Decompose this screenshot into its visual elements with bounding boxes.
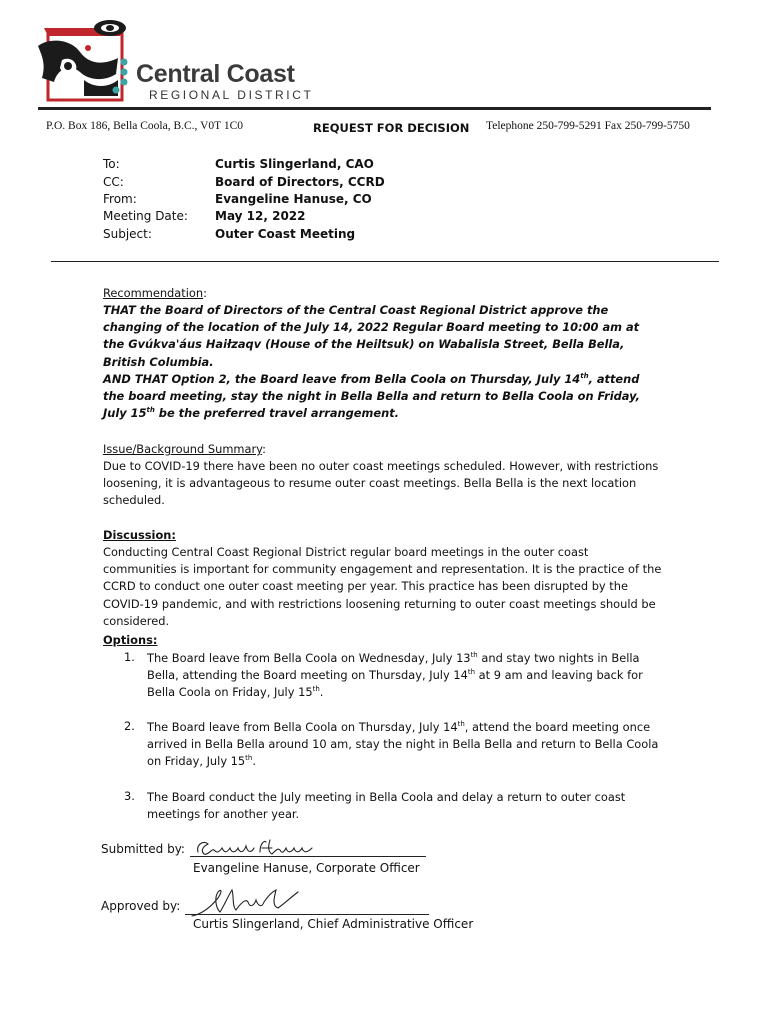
document-type: REQUEST FOR DECISION xyxy=(313,121,470,135)
mailing-address: P.O. Box 186, Bella Coola, B.C., V0T 1C0 xyxy=(46,120,244,132)
recommendation-paragraph-2: AND THAT Option 2, the Board leave from Bella Coola on Thursday, July 14th, attend the board meeting, stay the night in Bella Bella and return to Bella Coola on Friday, July 15th be the preferred travel arrangement. xyxy=(103,372,640,421)
issue-body: Due to COVID-19 there have been no outer coast meetings scheduled. However, with restrictions loosening, it is advantageous to resume outer coast meetings. Bella Bella is the next location scheduled. xyxy=(103,459,659,508)
option-3-text: The Board conduct the July meeting in Bella Coola and delay a return to outer coast meetings for another year. xyxy=(147,790,626,822)
meeting-date-label: Meeting Date: xyxy=(103,209,188,223)
subject-label: Subject: xyxy=(103,227,152,241)
section-divider xyxy=(51,261,719,262)
options-heading: Options: xyxy=(103,633,158,647)
issue-heading: Issue/Background Summary: xyxy=(103,442,266,456)
cc-label: CC: xyxy=(103,175,124,189)
header-rule xyxy=(38,107,711,110)
approved-by-name: Curtis Slingerland, Chief Administrative Officer xyxy=(193,917,474,931)
option-3-number: 3. xyxy=(124,789,135,803)
central-coast-logo xyxy=(36,18,132,104)
cc-value: Board of Directors, CCRD xyxy=(215,175,385,189)
discussion-body: Conducting Central Coast Regional District regular board meetings in the outer coast communities is important for community engagement and representation. It is the practice of the CCRD to conduct one outer coast meeting per year. This practice has been disrupted by the COVID-19 pandemic, and with restrictions loosening returning to outer coast meetings should be considered. xyxy=(103,545,662,628)
submitted-by-name: Evangeline Hanuse, Corporate Officer xyxy=(193,861,420,875)
subject-value: Outer Coast Meeting xyxy=(215,227,356,241)
org-name: Central Coast xyxy=(136,60,295,88)
option-2-number: 2. xyxy=(124,719,135,733)
contact-phone-fax: Telephone 250-799-5291 Fax 250-799-5750 xyxy=(486,120,690,132)
submitted-handwritten-signature xyxy=(194,836,334,860)
from-label: From: xyxy=(103,192,137,206)
option-1-text: The Board leave from Bella Coola on Wednesday, July 13th and stay two nights in Bella Bella, attending the Board meeting on Thursday, July 14th at 9 am and leaving back for Bella Coola on Friday, July 15th. xyxy=(147,651,643,700)
to-value: Curtis Slingerland, CAO xyxy=(215,157,374,171)
submitted-by-label: Submitted by: xyxy=(101,842,185,856)
approved-by-label: Approved by: xyxy=(101,899,181,913)
to-label: To: xyxy=(103,157,120,171)
meeting-date-value: May 12, 2022 xyxy=(215,209,306,223)
from-value: Evangeline Hanuse, CO xyxy=(215,192,372,206)
discussion-heading: Discussion: xyxy=(103,528,176,542)
option-2-text: The Board leave from Bella Coola on Thursday, July 14th, attend the board meeting once arrived in Bella Bella around 10 am, stay the night in Bella Bella and return to Bella Coola on Friday, July 15th. xyxy=(147,720,659,769)
org-subtitle: REGIONAL DISTRICT xyxy=(149,88,314,102)
recommendation-paragraph-1: THAT the Board of Directors of the Central Coast Regional District approve the changing of the location of the July 14, 2022 Regular Board meeting to 10:00 am at the Gvúkva'áus Haiłzaqv (House of the Heiltsuk) on Wabalisla Street, Bella Bella, British Columbia. xyxy=(103,303,640,369)
option-1-number: 1. xyxy=(124,650,135,664)
recommendation-heading: Recommendation: xyxy=(103,286,207,300)
approved-handwritten-signature xyxy=(188,884,308,920)
